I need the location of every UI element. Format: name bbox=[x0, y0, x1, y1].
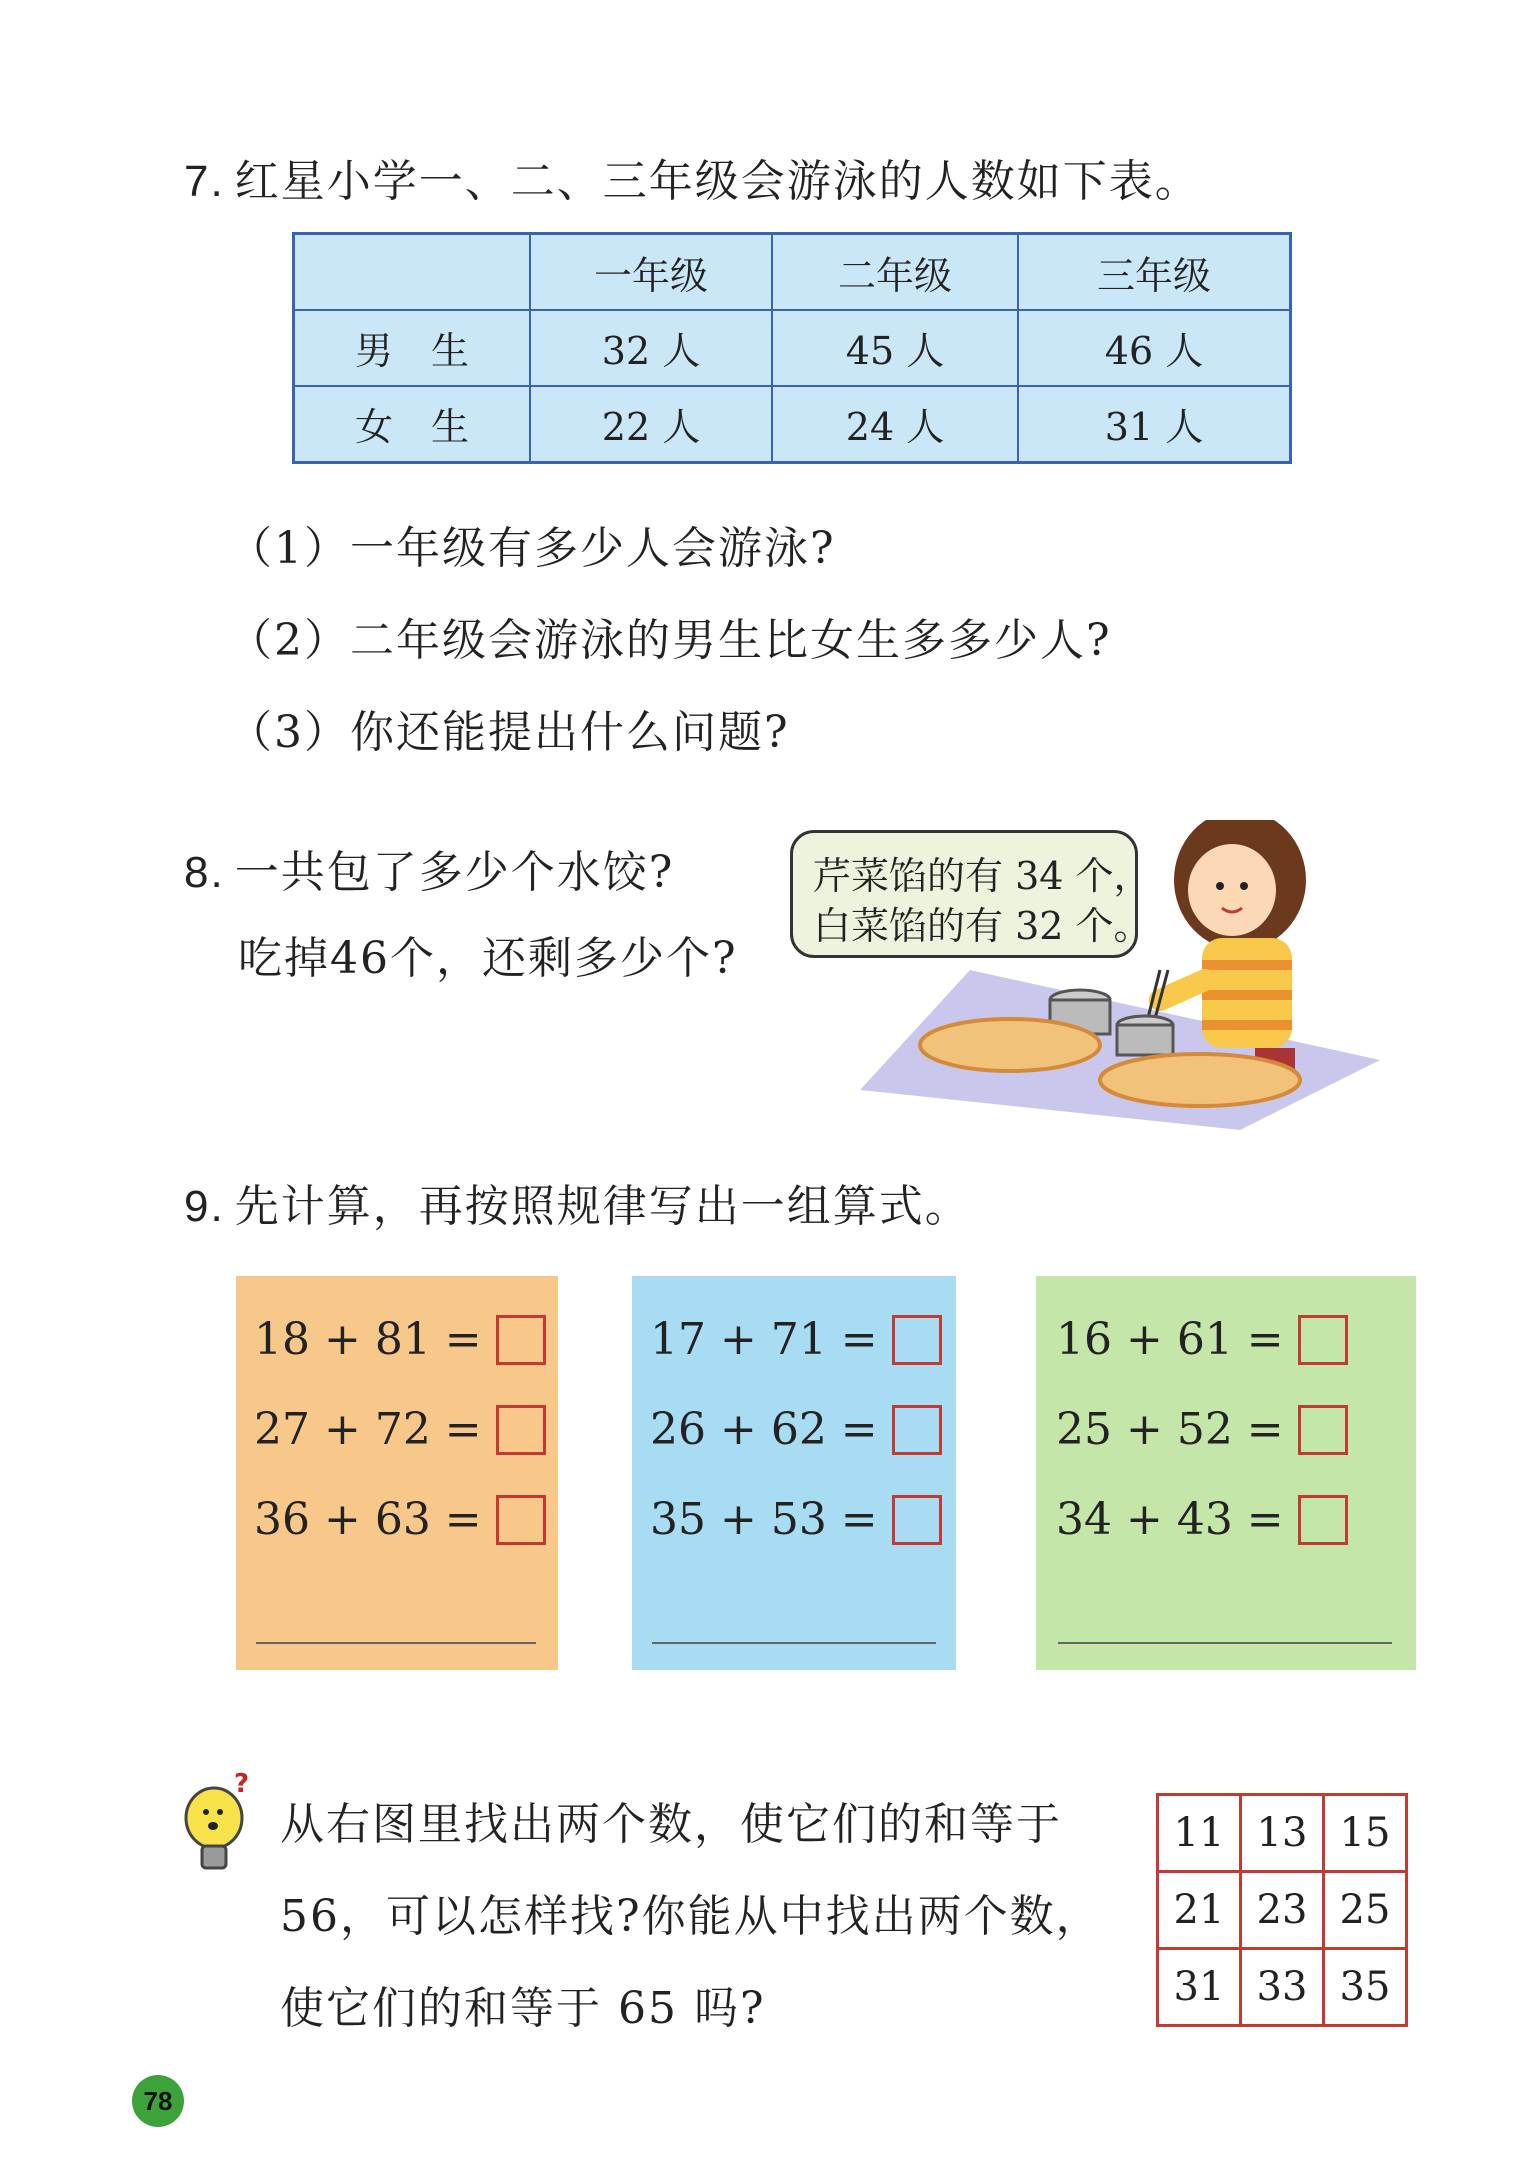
equation-row: 27 + 72 = bbox=[254, 1404, 546, 1455]
equation-row: 16 + 61 = bbox=[1056, 1314, 1348, 1365]
dumpling-tray-1 bbox=[920, 1019, 1100, 1071]
equation-row: 26 + 62 = bbox=[650, 1404, 942, 1455]
answer-box[interactable] bbox=[496, 1405, 546, 1455]
q7-sub-3: （3）你还能提出什么问题? bbox=[228, 707, 790, 758]
lightbulb-icon bbox=[178, 1772, 258, 1882]
thinking-line-1: 从右图里找出两个数，使它们的和等于 bbox=[280, 1799, 1062, 1850]
answer-line[interactable] bbox=[256, 1642, 536, 1644]
thinking-line-2: 56，可以怎样找?你能从中找出两个数， bbox=[280, 1891, 1102, 1942]
number-grid bbox=[1156, 1793, 1408, 2027]
grid-cell: 15 bbox=[1324, 1795, 1407, 1872]
table-cell: 24 人 bbox=[772, 386, 1018, 463]
q9-title-row bbox=[184, 1170, 971, 1234]
table-cell: 45 人 bbox=[772, 310, 1018, 386]
equation-card-2 bbox=[632, 1276, 956, 1670]
grid-cell: 25 bbox=[1324, 1872, 1407, 1949]
answer-box[interactable] bbox=[1298, 1315, 1348, 1365]
q8-line2: 吃掉46个，还剩多少个? bbox=[238, 933, 738, 984]
bubble-line-2: 白菜馅的有 32 个。 bbox=[813, 904, 1152, 948]
equation-card-3 bbox=[1036, 1276, 1416, 1670]
equation-card-1 bbox=[236, 1276, 558, 1670]
table-cell: 22 人 bbox=[530, 386, 772, 463]
table-cell: 32 人 bbox=[530, 310, 772, 386]
page-number-badge: 78 bbox=[132, 2075, 184, 2127]
grid-cell: 33 bbox=[1241, 1949, 1324, 2026]
answer-line[interactable] bbox=[1058, 1642, 1392, 1644]
grid-cell: 35 bbox=[1324, 1949, 1407, 2026]
grid-cell: 11 bbox=[1158, 1795, 1241, 1872]
equation-row: 35 + 53 = bbox=[650, 1494, 942, 1545]
table-cell: 31 人 bbox=[1018, 386, 1291, 463]
thinking-line-3: 使它们的和等于 65 吗? bbox=[280, 1983, 766, 2034]
grid-cell: 23 bbox=[1241, 1872, 1324, 1949]
table-row-label: 女 生 bbox=[294, 386, 531, 463]
dumpling-tray-2 bbox=[1100, 1054, 1300, 1106]
table-header-corner bbox=[294, 234, 531, 311]
answer-box[interactable] bbox=[892, 1315, 942, 1365]
equation-row: 18 + 81 = bbox=[254, 1314, 546, 1365]
answer-line[interactable] bbox=[652, 1642, 936, 1644]
q9-number: 9. bbox=[184, 1182, 225, 1231]
table-row bbox=[294, 310, 1291, 386]
answer-box[interactable] bbox=[892, 1495, 942, 1545]
q9-title: 先计算，再按照规律写出一组算式。 bbox=[234, 1181, 971, 1232]
dumpling-girl-illustration bbox=[860, 820, 1400, 1140]
equation-row: 25 + 52 = bbox=[1056, 1404, 1348, 1455]
table-row-label: 男 生 bbox=[294, 310, 531, 386]
answer-box[interactable] bbox=[892, 1405, 942, 1455]
equation-row: 17 + 71 = bbox=[650, 1314, 942, 1365]
q7-title-row bbox=[184, 145, 1201, 209]
q8-line1: 一共包了多少个水饺? bbox=[234, 847, 675, 898]
table-header-grade3: 三年级 bbox=[1018, 234, 1291, 311]
q7-sub-1: （1）一年级有多少人会游泳? bbox=[228, 523, 836, 574]
grid-cell: 31 bbox=[1158, 1949, 1241, 2026]
table-header-grade1: 一年级 bbox=[530, 234, 772, 311]
q8-number: 8. bbox=[184, 848, 225, 897]
girl-face bbox=[1188, 844, 1276, 936]
answer-box[interactable] bbox=[496, 1495, 546, 1545]
svg-text:?: ? bbox=[234, 1772, 250, 1799]
bubble-line-1: 芹菜馅的有 34 个， bbox=[813, 854, 1152, 898]
grid-cell: 13 bbox=[1241, 1795, 1324, 1872]
q7-number: 7. bbox=[184, 157, 225, 206]
swim-table bbox=[292, 232, 1292, 464]
equation-row: 34 + 43 = bbox=[1056, 1494, 1348, 1545]
table-cell: 46 人 bbox=[1018, 310, 1291, 386]
answer-box[interactable] bbox=[1298, 1405, 1348, 1455]
q7-sub-2: （2）二年级会游泳的男生比女生多多少人? bbox=[228, 615, 1112, 666]
answer-box[interactable] bbox=[1298, 1495, 1348, 1545]
answer-box[interactable] bbox=[496, 1315, 546, 1365]
table-row bbox=[294, 386, 1291, 463]
q8-line1-row bbox=[184, 836, 674, 900]
equation-row: 36 + 63 = bbox=[254, 1494, 546, 1545]
table-header-grade2: 二年级 bbox=[772, 234, 1018, 311]
q7-title: 红星小学一、二、三年级会游泳的人数如下表。 bbox=[234, 156, 1201, 207]
grid-cell: 21 bbox=[1158, 1872, 1241, 1949]
table-header-row bbox=[294, 234, 1291, 311]
